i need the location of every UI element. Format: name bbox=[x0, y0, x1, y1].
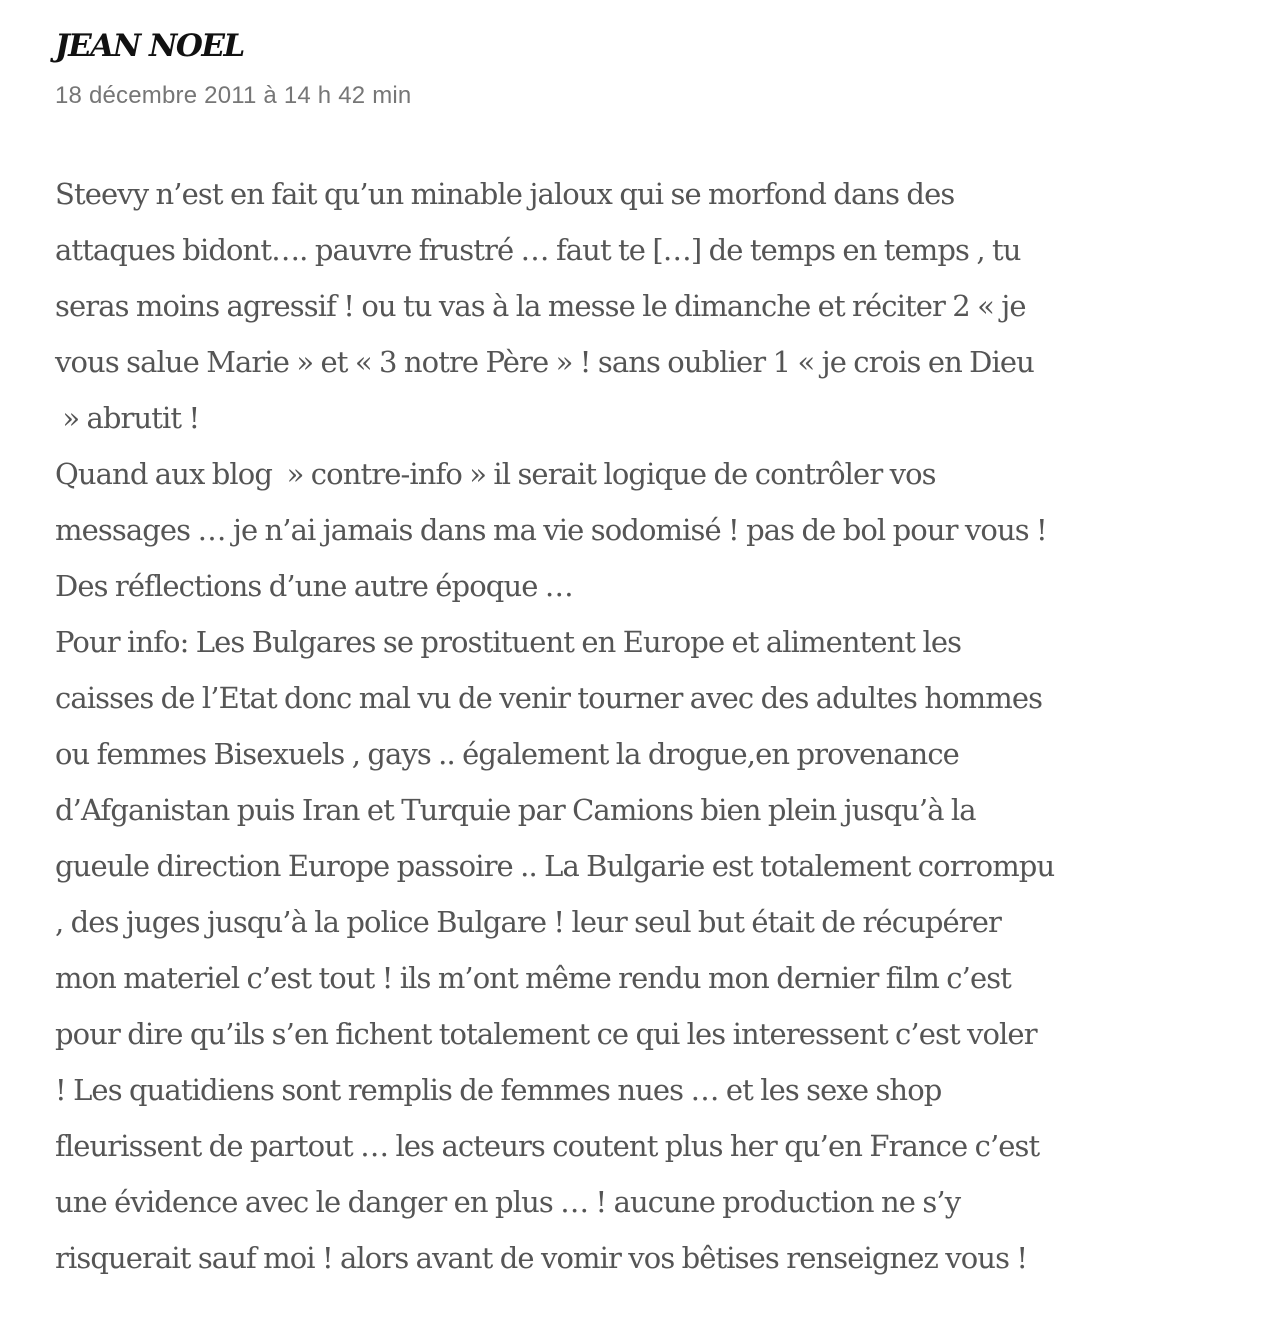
comment-line: Steevy n’est en fait qu’un minable jaloux qui se morfond dans des bbox=[55, 177, 955, 211]
comment-line: Pour info: Les Bulgares se prostituent en Europe et alimentent les bbox=[55, 625, 962, 659]
comment-line: » abrutit ! bbox=[55, 401, 200, 435]
comment-line: Des réflections d’une autre époque … bbox=[55, 569, 573, 603]
comment-line: caisses de l’Etat donc mal vu de venir tourner avec des adultes hommes bbox=[55, 681, 1043, 715]
comment-line: d’Afganistan puis Iran et Turquie par Camions bien plein jusqu’à la bbox=[55, 793, 976, 827]
comment-line: gueule direction Europe passoire .. La Bulgarie est totalement corrompu bbox=[55, 849, 1055, 883]
comment-line: fleurissent de partout … les acteurs coutent plus her qu’en France c’est bbox=[55, 1129, 1040, 1163]
comment-line: risquerait sauf moi ! alors avant de vomir vos bêtises renseignez vous ! bbox=[55, 1241, 1028, 1275]
comment-line: mon materiel c’est tout ! ils m’ont même rendu mon dernier film c’est bbox=[55, 961, 1011, 995]
comment-line: ou femmes Bisexuels , gays .. également la drogue,en provenance bbox=[55, 737, 959, 771]
comment-line: Quand aux blog » contre-info » il serait logique de contrôler vos bbox=[55, 457, 936, 491]
comment-date[interactable]: 18 décembre 2011 à 14 h 42 min bbox=[55, 82, 412, 109]
comment-line: pour dire qu’ils s’en fichent totalement ce qui les interessent c’est voler bbox=[55, 1017, 1037, 1051]
comment-line: , des juges jusqu’à la police Bulgare ! leur seul but était de récupérer bbox=[55, 905, 1001, 939]
comment-line: une évidence avec le danger en plus … ! aucune production ne s’y bbox=[55, 1185, 961, 1219]
comment-line: vous salue Marie » et « 3 notre Père » ! sans oublier 1 « je crois en Dieu bbox=[55, 345, 1034, 379]
comment-line: messages … je n’ai jamais dans ma vie sodomisé ! pas de bol pour vous ! bbox=[55, 513, 1047, 547]
comment-author: JEAN NOEL bbox=[55, 28, 244, 64]
comment bbox=[55, 26, 1205, 1286]
comment-line: seras moins agressif ! ou tu vas à la messe le dimanche et réciter 2 « je bbox=[55, 289, 1026, 323]
comment-line: ! Les quatidiens sont remplis de femmes nues … et les sexe shop bbox=[55, 1073, 942, 1107]
comment-line: attaques bidont…. pauvre frustré … faut te […] de temps en temps , tu bbox=[55, 233, 1021, 267]
comment-body bbox=[55, 166, 1205, 1286]
